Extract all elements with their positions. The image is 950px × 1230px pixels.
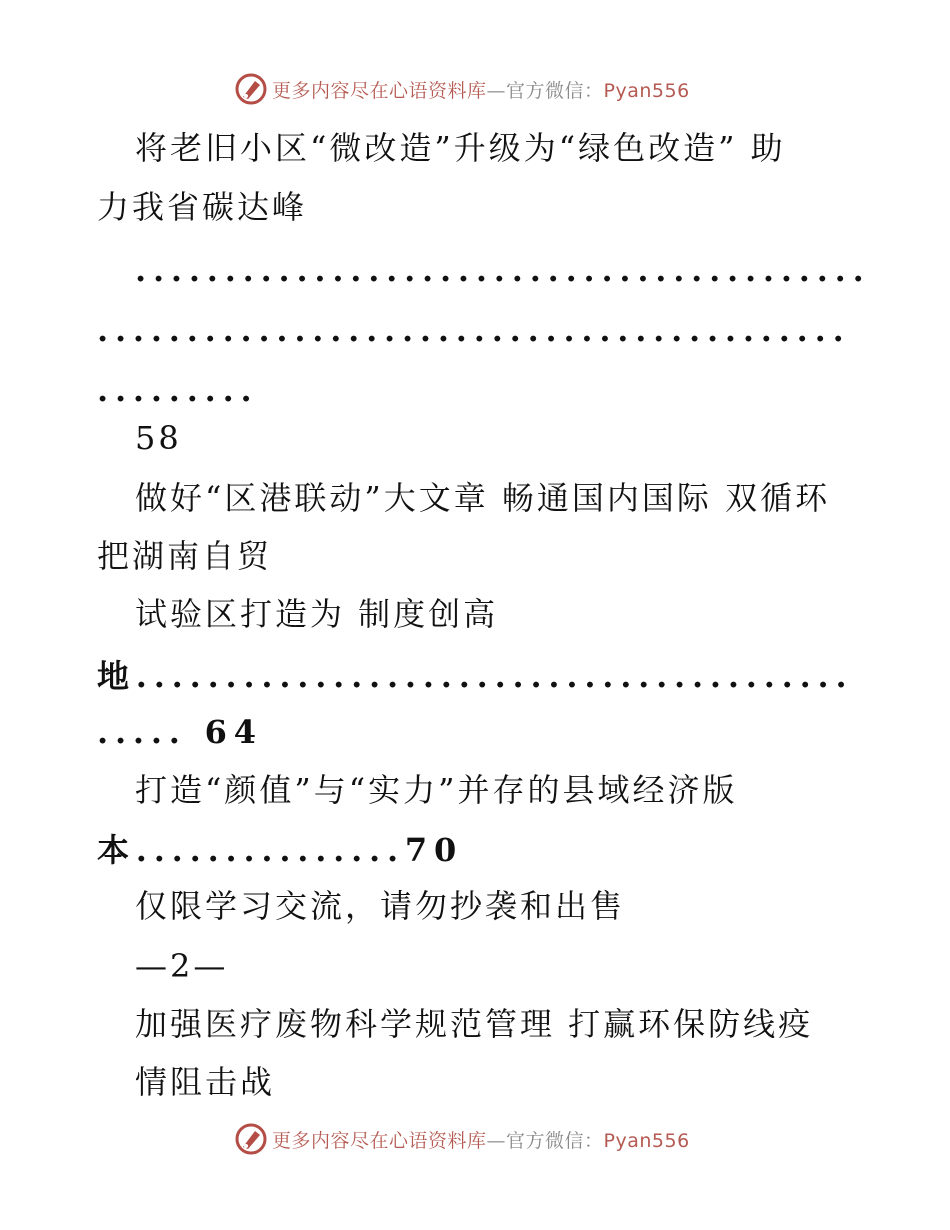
toc-line: 试验区打造为 制度创高 [135, 595, 499, 633]
watermark-banner-bottom [0, 1120, 950, 1160]
toc-line: 加强医疗废物科学规范管理 打赢环保防线疫 [135, 1005, 814, 1043]
page-number: —2— [135, 947, 229, 985]
banner-middle: 官方微信： [506, 1129, 604, 1152]
banner-content [234, 1122, 690, 1156]
banner-account: Pyan556 [603, 79, 690, 102]
toc-line: 将老旧小区“微改造”升级为“绿色改造” 助 [135, 129, 786, 167]
toc-page-number: 58 [135, 419, 182, 457]
banner-prefix: 更多内容尽在心语资料库 [272, 1129, 487, 1152]
banner-account: Pyan556 [603, 1129, 690, 1152]
toc-line: 力我省碳达峰 [97, 188, 308, 226]
toc-line-with-dots: ..... 64 [97, 713, 263, 751]
toc-leader-dots: ......... [97, 371, 259, 409]
watermark-banner-top [0, 70, 950, 110]
toc-leader-dots: ......................................... [135, 251, 871, 289]
banner-sep: — [486, 1129, 507, 1152]
toc-line: 打造“颜值”与“实力”并存的县域经济版 [135, 771, 738, 809]
banner-prefix: 更多内容尽在心语资料库 [272, 79, 487, 102]
toc-line: 做好“区港联动”大文章 畅通国内国际 双循环 [135, 479, 831, 517]
toc-leader-dots: .......................................... [97, 311, 851, 349]
toc-line-with-dots: 地........................................ [97, 657, 854, 695]
pen-logo-icon [234, 1122, 268, 1156]
banner-content [234, 72, 690, 106]
toc-line-with-dots: 本...............70 [97, 831, 464, 869]
toc-line: 把湖南自贸 [97, 537, 273, 575]
banner-middle: 官方微信： [506, 79, 604, 102]
banner-sep: — [486, 79, 507, 102]
pen-logo-icon [234, 72, 268, 106]
banner-text [272, 1126, 690, 1153]
banner-text [272, 76, 690, 103]
notice-text: 仅限学习交流，请勿抄袭和出售 [135, 887, 626, 925]
toc-line: 情阻击战 [135, 1063, 276, 1101]
